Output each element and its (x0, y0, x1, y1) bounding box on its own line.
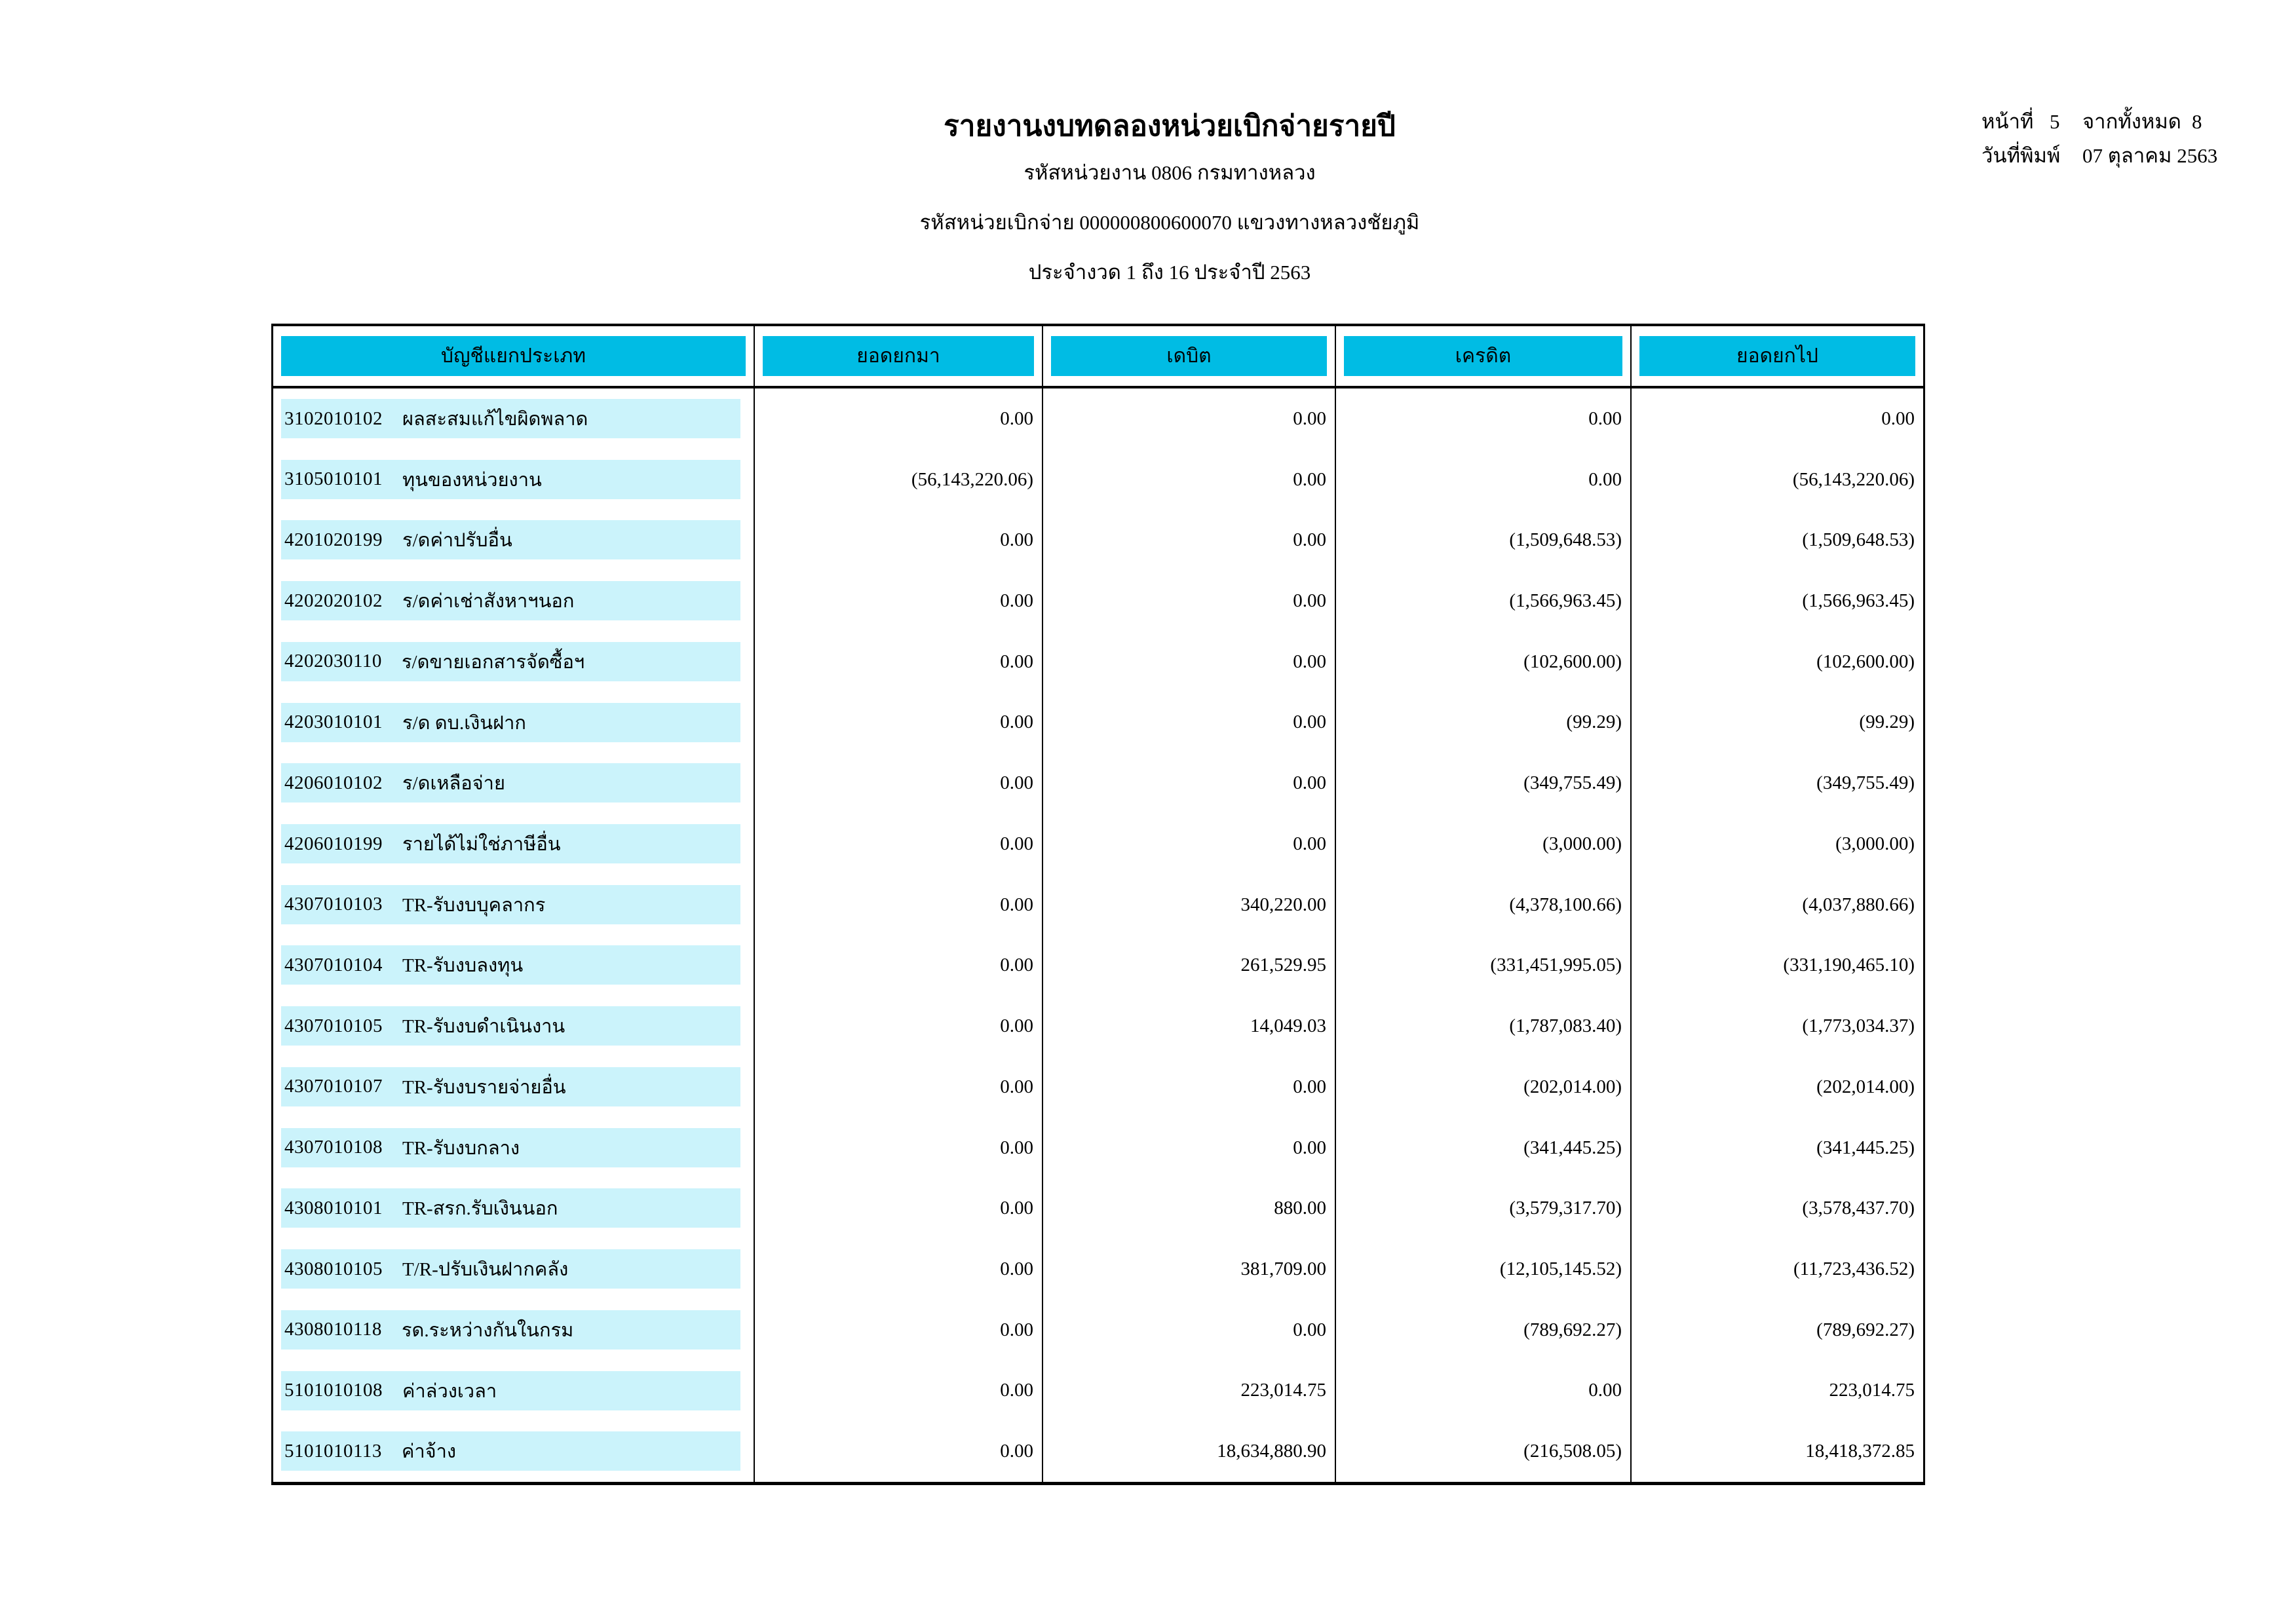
credit-value: 0.00 (1588, 1380, 1622, 1401)
debit-value: 340,220.00 (1240, 894, 1326, 915)
account-code: 4307010104 (284, 954, 383, 975)
credit-cell (1336, 449, 1632, 510)
brought-forward-cell (755, 1300, 1043, 1361)
table-row (273, 1057, 1923, 1118)
debit-cell (1043, 875, 1336, 935)
header-label-credit: เครดิต (1344, 336, 1622, 376)
account-code: 4307010103 (284, 894, 383, 915)
print-date-label: วันที่พิมพ์ (1981, 144, 2061, 167)
carried-forward-value: 223,014.75 (1829, 1380, 1915, 1401)
debit-value: 0.00 (1293, 1319, 1326, 1340)
agency-code-line: รหัสหน่วยงาน 0806 กรมทางหลวง (1024, 161, 1316, 184)
table-row (273, 388, 1923, 449)
header-cell-account (273, 326, 755, 386)
period-line: ประจำงวด 1 ถึง 16 ประจำปี 2563 (1028, 261, 1311, 284)
header-cell-credit (1336, 326, 1632, 386)
debit-cell (1043, 1178, 1336, 1239)
account-code: 4206010199 (284, 833, 383, 854)
carried-forward-value: (349,755.49) (1816, 772, 1915, 794)
account-cell (273, 1421, 755, 1482)
credit-value: (99.29) (1566, 711, 1622, 733)
account-code: 4203010101 (284, 711, 383, 733)
credit-cell (1336, 875, 1632, 935)
account-cell (273, 1239, 755, 1300)
carried-forward-cell (1632, 935, 1923, 996)
debit-cell (1043, 1118, 1336, 1179)
table-body (273, 388, 1923, 1482)
carried-forward-value: 18,418,372.85 (1805, 1441, 1915, 1462)
brought-forward-value: 0.00 (1000, 1015, 1033, 1037)
account-cell (273, 996, 755, 1057)
account-cell (273, 1057, 755, 1118)
account-cell (273, 510, 755, 571)
header-cell-debit (1043, 326, 1336, 386)
brought-forward-value: 0.00 (1000, 772, 1033, 794)
debit-cell (1043, 510, 1336, 571)
account-highlight (281, 1067, 740, 1106)
carried-forward-value: (1,566,963.45) (1802, 590, 1915, 612)
table-row (273, 632, 1923, 692)
carried-forward-cell (1632, 814, 1923, 875)
carried-forward-value: (1,509,648.53) (1802, 529, 1915, 551)
account-code: 3105010101 (284, 468, 383, 490)
header-label-debit: เดบิต (1051, 336, 1327, 376)
account-highlight (281, 1249, 740, 1289)
debit-value: 261,529.95 (1240, 954, 1326, 976)
credit-value: (1,509,648.53) (1509, 529, 1622, 551)
account-name: TR-รับงบรายจ่ายอื่น (402, 1076, 566, 1098)
brought-forward-value: 0.00 (1000, 1441, 1033, 1462)
debit-cell (1043, 388, 1336, 449)
account-name: ร/ดค่าเช่าสังหาฯนอก (402, 591, 575, 613)
credit-cell (1336, 1239, 1632, 1300)
brought-forward-cell (755, 1118, 1043, 1179)
table-row (273, 1178, 1923, 1239)
credit-cell (1336, 1178, 1632, 1239)
carried-forward-value: (202,014.00) (1816, 1076, 1915, 1097)
account-name: ร/ด ดบ.เงินฝาก (402, 712, 526, 734)
carried-forward-cell (1632, 1118, 1923, 1179)
table-header-row (273, 326, 1923, 388)
carried-forward-cell (1632, 1178, 1923, 1239)
account-cell (273, 1361, 755, 1422)
carried-forward-value: (102,600.00) (1816, 651, 1915, 672)
credit-value: (12,105,145.52) (1499, 1258, 1622, 1279)
account-code: 4307010107 (284, 1076, 383, 1097)
print-date-value: 07 ตุลาคม 2563 (2082, 144, 2218, 167)
credit-value: (216,508.05) (1523, 1441, 1622, 1462)
brought-forward-cell (755, 1361, 1043, 1422)
credit-value: 0.00 (1588, 468, 1622, 490)
account-name: ร/ดค่าปรับอื่น (402, 530, 512, 552)
account-name: TR-รับงบลงทุน (402, 955, 524, 977)
account-code: 4201020199 (284, 529, 383, 550)
account-name: รายได้ไม่ใช่ภาษีอื่น (402, 834, 561, 856)
carried-forward-cell (1632, 1361, 1923, 1422)
debit-value: 0.00 (1293, 590, 1326, 612)
account-highlight (281, 824, 740, 863)
account-cell (273, 632, 755, 692)
carried-forward-value: (56,143,220.06) (1792, 468, 1915, 490)
account-name: TR-รับงบบุคลากร (402, 894, 546, 916)
account-code: 3102010102 (284, 407, 383, 429)
brought-forward-value: 0.00 (1000, 407, 1033, 429)
debit-cell (1043, 571, 1336, 632)
debit-value: 381,709.00 (1240, 1258, 1326, 1279)
credit-value: (789,692.27) (1523, 1319, 1622, 1340)
credit-cell (1336, 935, 1632, 996)
debit-value: 880.00 (1274, 1198, 1326, 1219)
credit-value: 0.00 (1588, 407, 1622, 429)
brought-forward-value: (56,143,220.06) (911, 468, 1033, 490)
brought-forward-value: 0.00 (1000, 1380, 1033, 1401)
table-row (273, 875, 1923, 935)
debit-cell (1043, 814, 1336, 875)
account-name: ผลสะสมแก้ไขผิดพลาด (402, 409, 588, 430)
table-row (273, 692, 1923, 753)
brought-forward-value: 0.00 (1000, 1198, 1033, 1219)
debit-cell (1043, 753, 1336, 814)
account-cell (273, 1118, 755, 1179)
debit-value: 0.00 (1293, 1137, 1326, 1158)
account-name: TR-สรก.รับเงินนอก (402, 1198, 558, 1220)
account-cell (273, 571, 755, 632)
carried-forward-cell (1632, 692, 1923, 753)
debit-cell (1043, 449, 1336, 510)
carried-forward-cell (1632, 571, 1923, 632)
carried-forward-cell (1632, 388, 1923, 449)
brought-forward-value: 0.00 (1000, 833, 1033, 854)
account-cell (273, 814, 755, 875)
table-row (273, 1118, 1923, 1179)
header-label-carried-forward: ยอดยกไป (1639, 336, 1915, 376)
page-number-label: หน้าที่ (1981, 110, 2034, 133)
table-row (273, 996, 1923, 1057)
account-highlight (281, 1431, 740, 1471)
disbursement-code-line: รหัสหน่วยเบิกจ่าย 000000800600070 แขวงทางหลวงชัยภูมิ (919, 211, 1420, 234)
debit-value: 0.00 (1293, 833, 1326, 854)
credit-value: (1,787,083.40) (1509, 1015, 1622, 1037)
carried-forward-value: (789,692.27) (1816, 1319, 1915, 1340)
account-highlight (281, 399, 740, 438)
credit-cell (1336, 1118, 1632, 1179)
brought-forward-cell (755, 632, 1043, 692)
brought-forward-cell (755, 814, 1043, 875)
carried-forward-cell (1632, 510, 1923, 571)
account-code: 4307010108 (284, 1137, 383, 1158)
account-code: 4206010102 (284, 772, 383, 793)
brought-forward-value: 0.00 (1000, 651, 1033, 672)
brought-forward-value: 0.00 (1000, 529, 1033, 551)
credit-cell (1336, 753, 1632, 814)
credit-cell (1336, 996, 1632, 1057)
debit-value: 18,634,880.90 (1217, 1441, 1326, 1462)
debit-cell (1043, 935, 1336, 996)
credit-cell (1336, 388, 1632, 449)
carried-forward-cell (1632, 632, 1923, 692)
brought-forward-value: 0.00 (1000, 1076, 1033, 1097)
debit-value: 0.00 (1293, 651, 1326, 672)
account-highlight (281, 1310, 740, 1350)
carried-forward-cell (1632, 1239, 1923, 1300)
debit-cell (1043, 996, 1336, 1057)
carried-forward-value: (1,773,034.37) (1802, 1015, 1915, 1037)
debit-cell (1043, 632, 1336, 692)
debit-value: 0.00 (1293, 772, 1326, 794)
carried-forward-value: (3,578,437.70) (1802, 1198, 1915, 1219)
carried-forward-cell (1632, 875, 1923, 935)
account-cell (273, 449, 755, 510)
account-name: TR-รับงบดำเนินงาน (402, 1016, 565, 1038)
carried-forward-cell (1632, 753, 1923, 814)
account-highlight (281, 520, 740, 559)
table-row (273, 510, 1923, 571)
brought-forward-value: 0.00 (1000, 1137, 1033, 1158)
account-highlight (281, 945, 740, 985)
credit-value: (102,600.00) (1523, 651, 1622, 672)
table-row (273, 814, 1923, 875)
header-cell-brought-forward (755, 326, 1043, 386)
brought-forward-cell (755, 996, 1043, 1057)
table-row (273, 571, 1923, 632)
account-cell (273, 692, 755, 753)
credit-cell (1336, 510, 1632, 571)
carried-forward-cell (1632, 449, 1923, 510)
credit-value: (3,000.00) (1542, 833, 1622, 854)
table-row (273, 935, 1923, 996)
account-highlight (281, 1371, 740, 1410)
credit-value: (3,579,317.70) (1509, 1198, 1622, 1219)
brought-forward-cell (755, 571, 1043, 632)
brought-forward-value: 0.00 (1000, 590, 1033, 612)
account-name: ร/ดขายเอกสารจัดซื้อฯ (401, 651, 585, 673)
table-row (273, 1361, 1923, 1422)
carried-forward-value: (341,445.25) (1816, 1137, 1915, 1158)
account-highlight (281, 1006, 740, 1046)
table-row (273, 1421, 1923, 1482)
account-name: รด.ระหว่างกันในกรม (401, 1319, 574, 1341)
brought-forward-value: 0.00 (1000, 1319, 1033, 1340)
brought-forward-value: 0.00 (1000, 954, 1033, 976)
brought-forward-cell (755, 1057, 1043, 1118)
brought-forward-cell (755, 875, 1043, 935)
table-row (273, 1239, 1923, 1300)
account-name: ร/ดเหลือจ่าย (402, 773, 505, 795)
debit-cell (1043, 1300, 1336, 1361)
debit-value: 0.00 (1293, 1076, 1326, 1097)
header-cell-carried-forward (1632, 326, 1923, 386)
account-name: ทุนของหน่วยงาน (402, 469, 542, 491)
debit-cell (1043, 692, 1336, 753)
brought-forward-value: 0.00 (1000, 1258, 1033, 1279)
credit-cell (1336, 1361, 1632, 1422)
debit-cell (1043, 1421, 1336, 1482)
account-name: TR-รับงบกลาง (402, 1137, 520, 1159)
brought-forward-cell (755, 753, 1043, 814)
brought-forward-cell (755, 935, 1043, 996)
credit-cell (1336, 1057, 1632, 1118)
debit-value: 0.00 (1293, 711, 1326, 733)
credit-cell (1336, 692, 1632, 753)
brought-forward-cell (755, 692, 1043, 753)
carried-forward-value: (11,723,436.52) (1793, 1258, 1915, 1279)
brought-forward-value: 0.00 (1000, 711, 1033, 733)
account-cell (273, 753, 755, 814)
debit-value: 0.00 (1293, 468, 1326, 490)
account-cell (273, 875, 755, 935)
credit-value: (331,451,995.05) (1490, 954, 1622, 976)
brought-forward-cell (755, 1178, 1043, 1239)
account-highlight (281, 1128, 740, 1167)
credit-value: (349,755.49) (1523, 772, 1622, 794)
brought-forward-cell (755, 510, 1043, 571)
brought-forward-cell (755, 449, 1043, 510)
credit-cell (1336, 571, 1632, 632)
account-code: 4307010105 (284, 1015, 383, 1036)
report-title: รายงานงบทดลองหน่วยเบิกจ่ายรายปี (944, 110, 1396, 142)
account-highlight (281, 581, 740, 620)
carried-forward-cell (1632, 1057, 1923, 1118)
account-name: T/R-ปรับเงินฝากคลัง (402, 1259, 569, 1281)
account-code: 4202020102 (284, 590, 383, 611)
account-highlight (281, 642, 740, 681)
carried-forward-cell (1632, 996, 1923, 1057)
debit-value: 0.00 (1293, 529, 1326, 551)
account-code: 5101010108 (284, 1380, 383, 1401)
brought-forward-cell (755, 1239, 1043, 1300)
debit-cell (1043, 1057, 1336, 1118)
trial-balance-table (271, 324, 1925, 1485)
carried-forward-value: (3,000.00) (1835, 833, 1915, 854)
account-cell (273, 1300, 755, 1361)
account-name: ค่าจ้าง (401, 1441, 457, 1463)
carried-forward-cell (1632, 1421, 1923, 1482)
debit-cell (1043, 1239, 1336, 1300)
credit-cell (1336, 1421, 1632, 1482)
total-pages-value: 8 (2192, 110, 2202, 133)
total-pages-label: จากทั้งหมด (2082, 110, 2181, 133)
credit-cell (1336, 814, 1632, 875)
table-row (273, 449, 1923, 510)
carried-forward-value: (331,190,465.10) (1783, 954, 1915, 976)
table-row (273, 1300, 1923, 1361)
credit-cell (1336, 632, 1632, 692)
debit-value: 14,049.03 (1250, 1015, 1326, 1037)
debit-cell (1043, 1361, 1336, 1422)
brought-forward-cell (755, 388, 1043, 449)
debit-value: 223,014.75 (1240, 1380, 1326, 1401)
carried-forward-value: (99.29) (1859, 711, 1915, 733)
account-cell (273, 935, 755, 996)
account-code: 4308010118 (284, 1319, 382, 1340)
account-highlight (281, 885, 740, 924)
account-code: 4308010105 (284, 1258, 383, 1279)
brought-forward-value: 0.00 (1000, 894, 1033, 915)
table-row (273, 753, 1923, 814)
page-number-value: 5 (2050, 110, 2060, 133)
account-highlight (281, 460, 740, 499)
brought-forward-cell (755, 1421, 1043, 1482)
carried-forward-value: 0.00 (1881, 407, 1915, 429)
account-cell (273, 1178, 755, 1239)
header-label-brought-forward: ยอดยกมา (763, 336, 1034, 376)
account-cell (273, 388, 755, 449)
credit-value: (4,378,100.66) (1509, 894, 1622, 915)
credit-value: (341,445.25) (1523, 1137, 1622, 1158)
debit-value: 0.00 (1293, 407, 1326, 429)
account-highlight (281, 763, 740, 803)
carried-forward-value: (4,037,880.66) (1802, 894, 1915, 915)
credit-value: (202,014.00) (1523, 1076, 1622, 1097)
header-label-account: บัญชีแยกประเภท (281, 336, 746, 376)
credit-value: (1,566,963.45) (1509, 590, 1622, 612)
account-code: 5101010113 (284, 1440, 382, 1462)
account-name: ค่าล่วงเวลา (402, 1380, 497, 1402)
account-highlight (281, 703, 740, 742)
carried-forward-cell (1632, 1300, 1923, 1361)
account-highlight (281, 1188, 740, 1228)
account-code: 4202030110 (284, 651, 382, 672)
credit-cell (1336, 1300, 1632, 1361)
account-code: 4308010101 (284, 1197, 383, 1218)
